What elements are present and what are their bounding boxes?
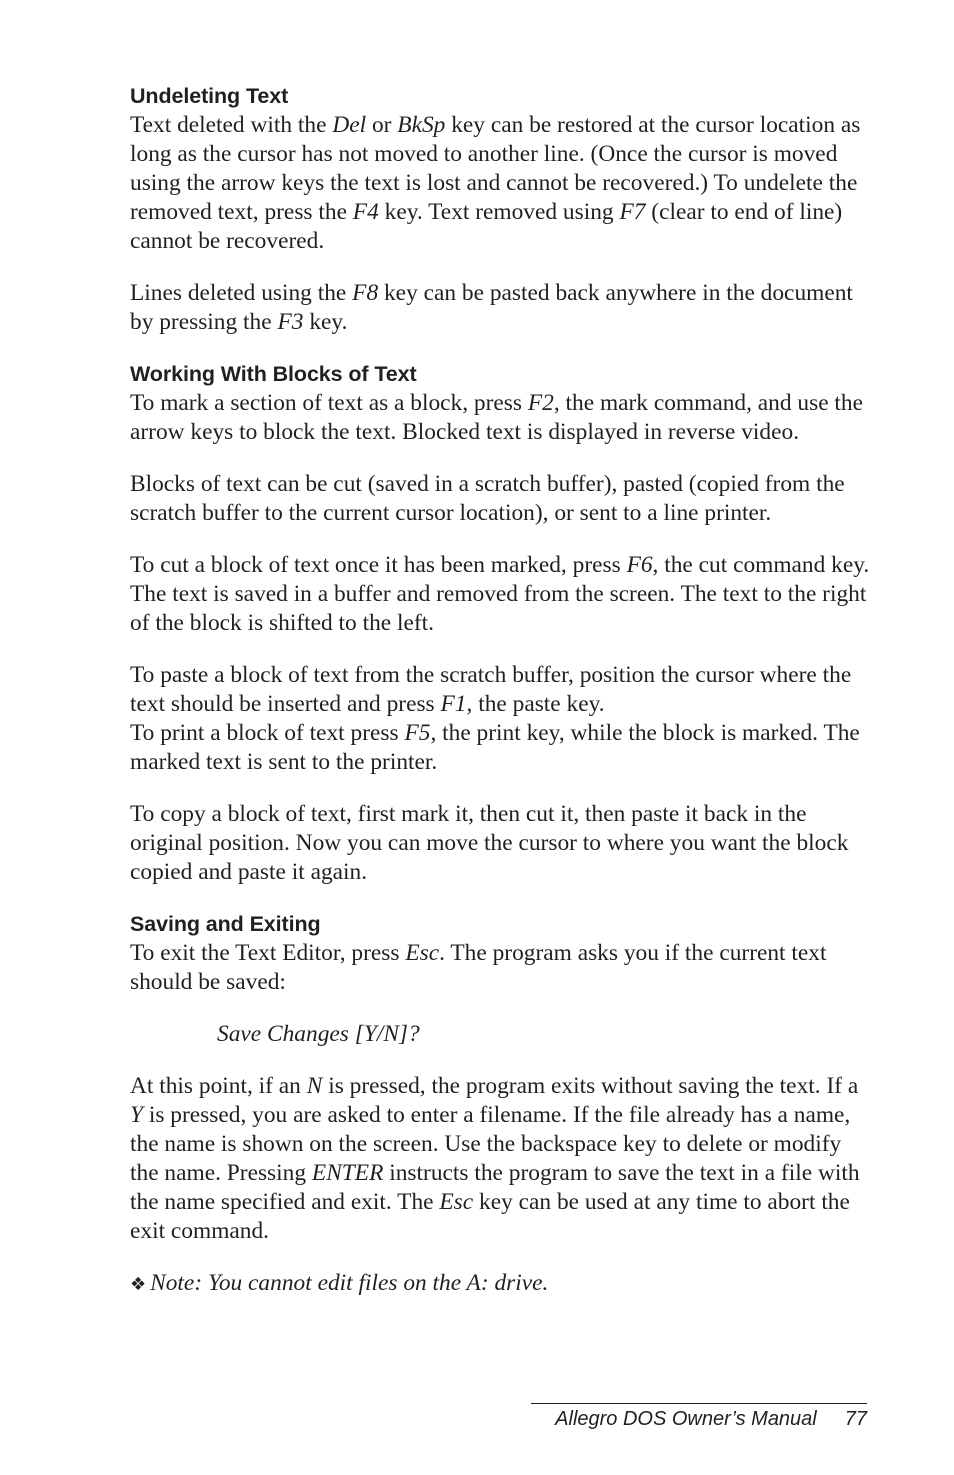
paragraph-lines-deleted: Lines deleted using the F8 key can be pasted back anywhere in the document by pressing the F3 key.: [130, 280, 853, 335]
key-name: F6: [626, 552, 653, 578]
key-name: F3: [277, 309, 304, 335]
paragraph-paste-print-block: To paste a block of text from the scratch buffer, position the cursor where the text should be inserted and press F1, the paste key. To print a block of text press F5, the print key, while the block is marked. The marked text is sent to the printer.: [130, 662, 860, 775]
key-name: Del: [332, 112, 367, 138]
paragraph-cut-block: To cut a block of text once it has been marked, press F6, the cut command key. The text is saved in a buffer and removed from the screen. The text to the right of the block is shifted to the left.: [130, 552, 870, 636]
key-name: Esc: [405, 940, 440, 966]
key-name: F4: [352, 199, 379, 225]
page-content: [130, 82, 870, 1299]
paragraph-block-operations: Blocks of text can be cut (saved in a scratch buffer), pasted (copied from the scratch buffer to the current cursor location), or sent to a line printer.: [130, 471, 845, 526]
key-name: BkSp: [397, 112, 446, 138]
paragraph-copy-block: To copy a block of text, first mark it, then cut it, then paste it back in the original position. Now you can move the cursor to where you want the block copied and paste it again.: [130, 801, 849, 885]
page-number: 77: [844, 1408, 867, 1430]
key-name: Y: [130, 1102, 144, 1128]
heading-working-with-blocks: Working With Blocks of Text: [130, 362, 417, 386]
page-footer: [531, 1403, 867, 1434]
key-name: F1: [440, 691, 467, 717]
note-bullet-icon: ❖: [130, 1274, 147, 1295]
paragraph-save-details: At this point, if an N is pressed, the program exits without saving the text. If a Y is pressed, you are asked to enter a filename. If the file already has a name, the name is shown on the screen. Use the backspace key to delete or modify the name. Pressing ENTER instructs the program to save the text in a file with the name specified and exit. The Esc key can be used at any time to abort the exit command.: [130, 1073, 860, 1244]
key-name: N: [306, 1073, 323, 1099]
key-name: Save Changes [Y/N]?: [217, 1021, 420, 1047]
paragraph-exit-editor: To exit the Text Editor, press Esc. The program asks you if the current text should be saved:: [130, 940, 827, 995]
key-name: F8: [352, 280, 379, 306]
paragraph-mark-block: To mark a section of text as a block, press F2, the mark command, and use the arrow keys to block the text. Blocked text is displayed in reverse video.: [130, 390, 864, 445]
heading-saving-and-exiting: Saving and Exiting: [130, 912, 321, 936]
key-name: F2: [527, 390, 554, 416]
paragraph-undelete: Text deleted with the Del or BkSp key can be restored at the cursor location as long as the cursor has not moved to another line. (Once the cursor is moved using the arrow keys the text is lost and cannot be recovered.) To undelete the removed text, press the F4 key. Text removed using F7 (clear to end of line) cannot be recovered.: [130, 112, 861, 254]
heading-undeleting-text: Undeleting Text: [130, 84, 289, 108]
key-name: ENTER: [311, 1160, 384, 1186]
note: [130, 1269, 870, 1299]
key-name: F5: [404, 720, 431, 746]
footer-title: Allegro DOS Owner’s Manual: [555, 1408, 817, 1430]
key-name: Esc: [439, 1189, 474, 1215]
note-text: Note: You cannot edit files on the A: drive.: [150, 1270, 549, 1296]
key-name: F7: [619, 199, 646, 225]
prompt-save-changes: [130, 1020, 870, 1049]
